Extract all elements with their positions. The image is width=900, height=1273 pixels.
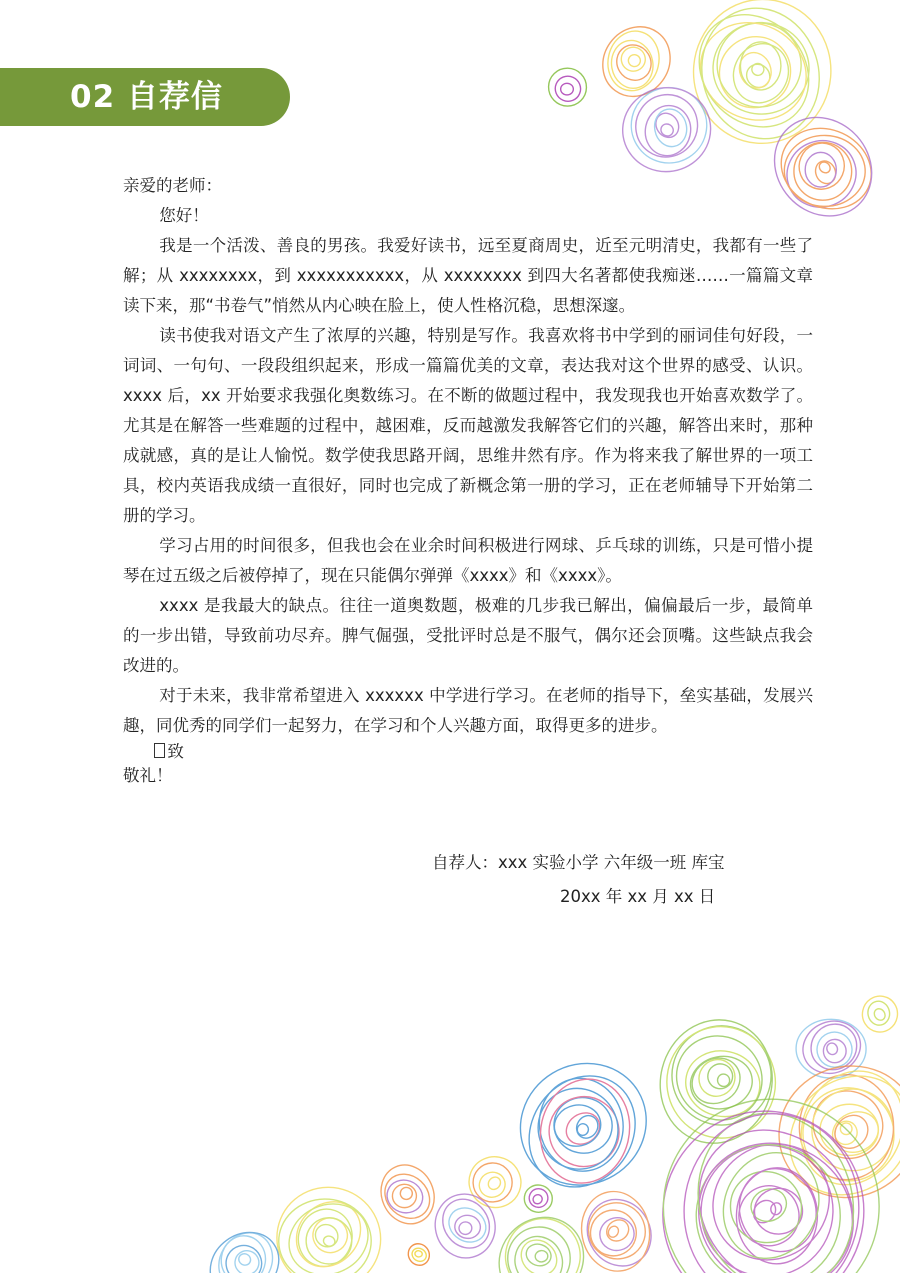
letter-paragraph: 学习占用的时间很多，但我也会在业余时间积极进行网球、乒乓球的训练，只是可惜小提琴在过五级之后被停掉了，现在只能偶尔弹弹《xxxx》和《xxxx》。 bbox=[123, 536, 813, 585]
letter-paragraph: 读书使我对语文产生了浓厚的兴趣，特别是写作。我喜欢将书中学到的丽词佳句好段，一词词、一句句、一段段组织起来，形成一篇篇优美的文章，表达我对这个世界的感受、认识。xxxx 后，xx 开始要求我强化奥数练习。在不断的做题过程中，我发现我也开始喜欢数学了。尤其是在解答一些难题的过程中，越困难，反而越激发我解答它们的兴趣，解答出来时，那种成就感，真的是让人愉悦。数学使我思路开阔，思维井然有序。作为将来我了解世界的一项工具，校内英语我成绩一直很好，同时也完成了新概念第一册的学习，正在老师辅导下开始第二册的学习。 bbox=[123, 326, 813, 525]
missing-glyph-box bbox=[154, 743, 165, 758]
letter-closing-salute: 敬礼！ bbox=[123, 766, 173, 785]
letter-closing-zhi-text: 致 bbox=[167, 742, 184, 761]
scribble-circle bbox=[372, 1157, 444, 1233]
scribble-circle bbox=[498, 1040, 669, 1208]
section-title: 02 自荐信 bbox=[70, 79, 223, 115]
letter-body bbox=[123, 171, 813, 789]
scribble-circle bbox=[462, 1149, 529, 1215]
letter-paragraph: 对于未来，我非常希望进入 xxxxxx 中学进行学习。在老师的指导下，垒实基础，发展兴趣，同优秀的同学们一起努力，在学习和个人兴趣方面，取得更多的进步。 bbox=[123, 686, 813, 735]
scribble-circle bbox=[677, 0, 837, 154]
letter-paragraph: xxxx 是我最大的缺点。往往一道奥数题，极难的几步我已解出，偏偏最后一步，最简单的一步出错，导致前功尽弃。脾气倔强，受批评时总是不服气，偶尔还会顶嘴。这些缺点我会改进的。 bbox=[123, 596, 813, 675]
scribble-circle bbox=[429, 1188, 502, 1264]
letter-paragraph: 我是一个活泼、善良的男孩。我爱好读书，远至夏商周史，近至元明清史，我都有一些了解；从 xxxxxxxx，到 xxxxxxxxxxx，从 xxxxxxxx 到四大名著都使我痴迷……一篇篇文章读下来，那“书卷气”悄然从内心映在脸上，使人性格沉稳，思想深邃。 bbox=[123, 236, 813, 315]
scribble-circle bbox=[541, 60, 595, 114]
scribble-circle bbox=[261, 1172, 396, 1273]
scribble-circle bbox=[482, 1200, 601, 1273]
scribble-circle bbox=[647, 1007, 790, 1155]
letter-closing-zhi bbox=[123, 741, 813, 763]
scribble-circle bbox=[859, 993, 900, 1035]
letter-date: 20xx 年 xx 月 xx 日 bbox=[560, 887, 716, 906]
scribble-circle bbox=[404, 1240, 434, 1270]
scribble-circle bbox=[522, 1183, 554, 1214]
letter-salutation: 亲爱的老师： bbox=[123, 176, 222, 195]
letter-greeting: 您好！ bbox=[159, 206, 209, 225]
letter-signer: 自荐人：xxx 实验小学 六年级一班 库宝 bbox=[432, 853, 725, 872]
scribble-circle bbox=[574, 1186, 663, 1273]
